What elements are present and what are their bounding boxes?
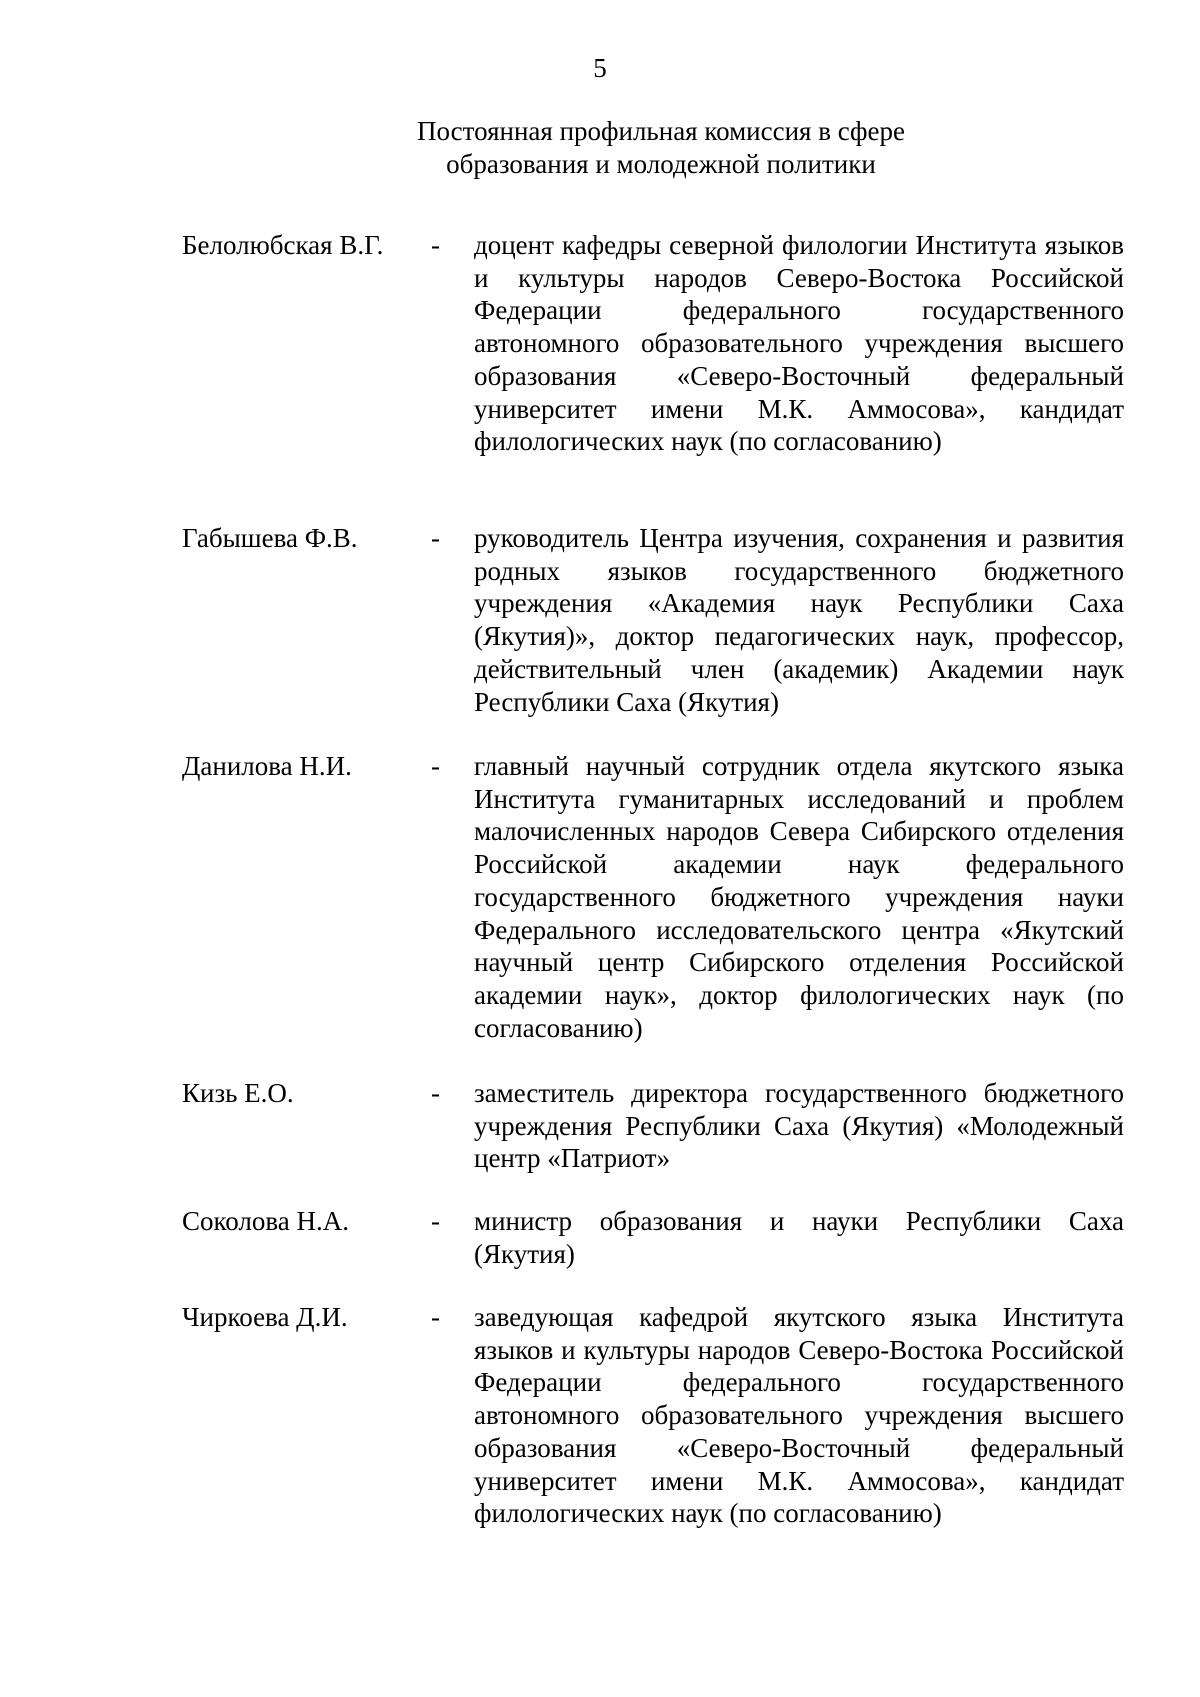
- member-name: Данилова Н.И.: [182, 751, 352, 781]
- member-description: заведующая кафедрой якутского языка Института языков и культуры народов Северо-Востока Российской Федерации федерального государственного автономного образовательного учреждения высшего образования «Северо-Восточный федеральный университет имени М.К. Аммосова», кандидат филологических наук (по согласованию): [474, 1302, 1124, 1529]
- member-dash: -: [431, 1206, 440, 1236]
- member-dash: -: [431, 1078, 440, 1108]
- member-dash: -: [431, 1302, 440, 1332]
- member-description: главный научный сотрудник отдела якутского языка Института гуманитарных исследований и проблем малочисленных народов Севера Сибирского отделения Российской академии наук федерального государственного бюджетного учреждения науки Федерального исследовательского центра «Якутский научный центр Сибирского отделения Российской академии наук», доктор филологических наук (по согласованию): [474, 751, 1124, 1043]
- member-name: Соколова Н.А.: [182, 1206, 349, 1236]
- member-dash: -: [431, 751, 440, 781]
- member-description: доцент кафедры северной филологии Института языков и культуры народов Северо-Востока Российской Федерации федерального государственного автономного образовательного учреждения высшего образования «Северо-Восточный федеральный университет имени М.К. Аммосова», кандидат филологических наук (по согласованию): [474, 230, 1124, 457]
- member-description: руководитель Центра изучения, сохранения и развития родных языков государственного бюджетного учреждения «Академия наук Республики Саха (Якутия)», доктор педагогических наук, профессор, действительный член (академик) Академии наук Республики Саха (Якутия): [474, 523, 1124, 717]
- member-name: Кизь Е.О.: [182, 1078, 294, 1108]
- member-description: министр образования и науки Республики Саха (Якутия): [474, 1206, 1124, 1269]
- member-description: заместитель директора государственного бюджетного учреждения Республики Саха (Якутия) «Молодежный центр «Патриот»: [474, 1078, 1124, 1174]
- member-name: Чиркоева Д.И.: [182, 1302, 348, 1332]
- section-heading-line-2: образования и молодежной политики: [446, 149, 876, 179]
- member-name: Габышева Ф.В.: [182, 523, 358, 553]
- member-name: Белолюбская В.Г.: [182, 230, 384, 260]
- page-number: 5: [593, 53, 607, 83]
- section-heading: [0, 115, 1200, 181]
- member-dash: -: [431, 523, 440, 553]
- section-heading-line-1: Постоянная профильная комиссия в сфере: [417, 116, 905, 146]
- member-dash: -: [431, 230, 440, 260]
